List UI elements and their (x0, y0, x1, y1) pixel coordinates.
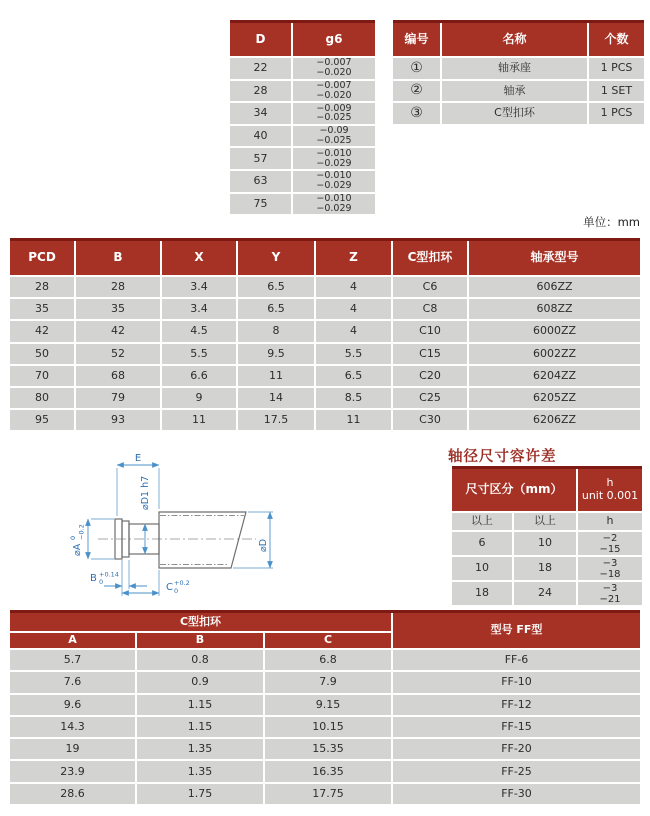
z-cell: 11 (316, 410, 391, 430)
model-cell: FF-30 (393, 784, 640, 804)
part-qty-cell: 1 SET (589, 81, 644, 102)
cring-cell: C15 (393, 344, 467, 364)
c-cell: 10.15 (265, 717, 391, 737)
model-cell: FF-25 (393, 761, 640, 781)
b-cell: 93 (76, 410, 160, 430)
y-cell: 6.5 (238, 299, 314, 319)
part-name-cell: 轴承 (442, 81, 587, 102)
shaft-outline (115, 512, 246, 568)
pcd-cell: 50 (10, 344, 74, 364)
column-header-cring: C型扣环 (393, 241, 467, 275)
bearing-model-cell: 6206ZZ (469, 410, 640, 430)
column-header-b: B (137, 633, 263, 648)
tolerance-section-title: 轴径尺寸容许差 (448, 449, 557, 465)
x-cell: 9 (162, 388, 236, 408)
parts-list-table (393, 20, 644, 124)
a-cell: 7.6 (10, 672, 135, 692)
tolerance-upper: −3 (602, 557, 618, 569)
main-dimension-table (10, 238, 640, 430)
b-cell: 52 (76, 344, 160, 364)
column-header-b: B (76, 241, 160, 275)
column-header-y: Y (238, 241, 314, 275)
pcd-cell: 35 (10, 299, 74, 319)
g6-tolerance-cell (293, 148, 375, 169)
range-over-cell: 18 (452, 582, 512, 605)
d-value-cell: 40 (230, 126, 291, 147)
model-cell: FF-6 (393, 650, 640, 670)
b-cell: 42 (76, 321, 160, 341)
b-cell: 1.75 (137, 784, 263, 804)
unit-label: unit 0.001 (581, 489, 639, 502)
bearing-model-cell: 606ZZ (469, 277, 640, 297)
model-cell: FF-20 (393, 739, 640, 759)
cring-cell: C10 (393, 321, 467, 341)
header-cring-group: C型扣环 (10, 613, 391, 631)
dimension-d1-label: ⌀D1 h7 (140, 475, 151, 510)
header-model: 型号 FF型 (393, 613, 640, 648)
g6-tolerance-cell (293, 171, 375, 192)
b-cell: 68 (76, 366, 160, 386)
bearing-model-cell: 6002ZZ (469, 344, 640, 364)
d-value-cell: 57 (230, 148, 291, 169)
b-cell: 28 (76, 277, 160, 297)
column-header-name: 名称 (442, 23, 587, 56)
bearing-model-cell: 608ZZ (469, 299, 640, 319)
cring-cell: C8 (393, 299, 467, 319)
model-cell: FF-15 (393, 717, 640, 737)
part-name-cell: 轴承座 (442, 58, 587, 79)
column-header-g6: g6 (293, 23, 375, 56)
tolerance-lower: −15 (599, 543, 621, 555)
tolerance-lower: −0.029 (316, 202, 352, 214)
d-value-cell: 34 (230, 103, 291, 124)
cring-table (10, 610, 640, 804)
tolerance-lower: −21 (599, 593, 621, 605)
y-cell: 11 (238, 366, 314, 386)
dimension-c-label: C (166, 582, 173, 593)
tolerance-lower: −0.029 (316, 180, 352, 192)
tolerance-upper: −3 (602, 582, 618, 594)
column-header-bearing-model: 轴承型号 (469, 241, 640, 275)
c-cell: 16.35 (265, 761, 391, 781)
column-header-number: 编号 (393, 23, 440, 56)
range-upto-cell: 18 (514, 557, 576, 580)
h-tolerance-cell (578, 532, 642, 555)
a-cell: 9.6 (10, 695, 135, 715)
column-header-z: Z (316, 241, 391, 275)
x-cell: 11 (162, 410, 236, 430)
tolerance-upper: −0.010 (316, 192, 352, 204)
range-over-cell: 10 (452, 557, 512, 580)
x-cell: 3.4 (162, 277, 236, 297)
range-over-cell: 6 (452, 532, 512, 555)
x-cell: 5.5 (162, 344, 236, 364)
subheader-over: 以上 (452, 513, 512, 530)
y-cell: 9.5 (238, 344, 314, 364)
c-cell: 17.75 (265, 784, 391, 804)
tolerance-lower: −0.025 (316, 135, 352, 147)
dimension-b (90, 560, 147, 596)
tolerance-lower: −0.025 (316, 112, 352, 124)
tolerance-upper: −0.09 (319, 125, 349, 137)
h-label: h (606, 476, 614, 490)
d-value-cell: 63 (230, 171, 291, 192)
b-cell: 35 (76, 299, 160, 319)
b-cell: 1.35 (137, 739, 263, 759)
b-cell: 0.9 (137, 672, 263, 692)
a-cell: 14.3 (10, 717, 135, 737)
pcd-cell: 70 (10, 366, 74, 386)
tolerance-upper: −0.010 (316, 170, 352, 182)
part-name-cell: C型扣环 (442, 103, 587, 124)
subheader-over: 以上 (514, 513, 576, 530)
dimension-d1 (140, 476, 151, 554)
x-cell: 6.6 (162, 366, 236, 386)
cring-cell: C30 (393, 410, 467, 430)
bearing-model-cell: 6000ZZ (469, 321, 640, 341)
z-cell: 4 (316, 299, 391, 319)
z-cell: 8.5 (316, 388, 391, 408)
b-cell: 0.8 (137, 650, 263, 670)
dimension-b-label: B (90, 573, 97, 584)
tolerance-lower: −18 (599, 568, 621, 580)
h-tolerance-cell (578, 557, 642, 580)
column-header-x: X (162, 241, 236, 275)
dimension-e (117, 453, 159, 516)
cring-cell: C25 (393, 388, 467, 408)
y-cell: 6.5 (238, 277, 314, 297)
b-cell: 1.15 (137, 717, 263, 737)
fit-tolerance-table (230, 20, 375, 214)
tolerance-lower: −0.020 (316, 67, 352, 79)
dimension-a-label: ⌀A (72, 543, 83, 556)
d-value-cell: 28 (230, 81, 291, 102)
tolerance-upper: −0.007 (316, 57, 352, 69)
c-cell: 7.9 (265, 672, 391, 692)
y-cell: 8 (238, 321, 314, 341)
b-cell: 1.35 (137, 761, 263, 781)
a-cell: 23.9 (10, 761, 135, 781)
bearing-model-cell: 6204ZZ (469, 366, 640, 386)
column-header-c: C (265, 633, 391, 648)
z-cell: 4 (316, 277, 391, 297)
header-h-unit (578, 469, 642, 511)
dimension-c (122, 570, 190, 596)
model-cell: FF-10 (393, 672, 640, 692)
tolerance-lower: −0.020 (316, 89, 352, 101)
subheader-h: h (578, 513, 642, 530)
x-cell: 3.4 (162, 299, 236, 319)
shaft-tolerance-table (452, 466, 642, 605)
pcd-cell: 95 (10, 410, 74, 430)
bearing-model-cell: 6205ZZ (469, 388, 640, 408)
dimension-a-upper-tol: 0 (69, 535, 77, 540)
column-header-a: A (10, 633, 135, 648)
dimension-b-upper-tol: +0.14 (99, 570, 119, 579)
g6-tolerance-cell (293, 126, 375, 147)
tolerance-upper: −0.007 (316, 79, 352, 91)
c-cell: 15.35 (265, 739, 391, 759)
d-value-cell: 75 (230, 194, 291, 215)
dimension-b-lower-tol: 0 (99, 578, 104, 586)
a-cell: 19 (10, 739, 135, 759)
part-qty-cell: 1 PCS (589, 58, 644, 79)
d-value-cell: 22 (230, 58, 291, 79)
dimension-d-label: ⌀D (258, 538, 269, 552)
range-upto-cell: 10 (514, 532, 576, 555)
pcd-cell: 42 (10, 321, 74, 341)
tolerance-upper: −0.010 (316, 147, 352, 159)
c-cell: 9.15 (265, 695, 391, 715)
column-header-d: D (230, 23, 291, 56)
dimension-c-upper-tol: +0.2 (174, 579, 190, 587)
a-cell: 28.6 (10, 784, 135, 804)
g6-tolerance-cell (293, 194, 375, 215)
unit-note: 单位：mm (583, 215, 640, 229)
part-qty-cell: 1 PCS (589, 103, 644, 124)
b-cell: 79 (76, 388, 160, 408)
b-cell: 1.15 (137, 695, 263, 715)
tolerance-lower: −0.029 (316, 157, 352, 169)
z-cell: 4 (316, 321, 391, 341)
a-cell: 5.7 (10, 650, 135, 670)
technical-drawing (68, 440, 288, 615)
dimension-e-label: E (134, 453, 142, 464)
y-cell: 14 (238, 388, 314, 408)
c-cell: 6.8 (265, 650, 391, 670)
range-upto-cell: 24 (514, 582, 576, 605)
part-number-cell: ② (393, 81, 440, 102)
h-tolerance-cell (578, 582, 642, 605)
pcd-cell: 80 (10, 388, 74, 408)
column-header-pcd: PCD (10, 241, 74, 275)
tolerance-upper: −0.009 (316, 102, 352, 114)
dimension-c-lower-tol: 0 (174, 587, 179, 595)
x-cell: 4.5 (162, 321, 236, 341)
g6-tolerance-cell (293, 58, 375, 79)
g6-tolerance-cell (293, 81, 375, 102)
part-number-cell: ③ (393, 103, 440, 124)
pcd-cell: 28 (10, 277, 74, 297)
column-header-qty: 个数 (589, 23, 644, 56)
z-cell: 6.5 (316, 366, 391, 386)
z-cell: 5.5 (316, 344, 391, 364)
cring-cell: C20 (393, 366, 467, 386)
part-number-cell: ① (393, 58, 440, 79)
g6-tolerance-cell (293, 103, 375, 124)
dimension-a-lower-tol: −0.2 (77, 524, 86, 540)
cring-cell: C6 (393, 277, 467, 297)
model-cell: FF-12 (393, 695, 640, 715)
header-size-range: 尺寸区分（mm） (452, 469, 576, 511)
tolerance-upper: −2 (602, 532, 618, 544)
y-cell: 17.5 (238, 410, 314, 430)
